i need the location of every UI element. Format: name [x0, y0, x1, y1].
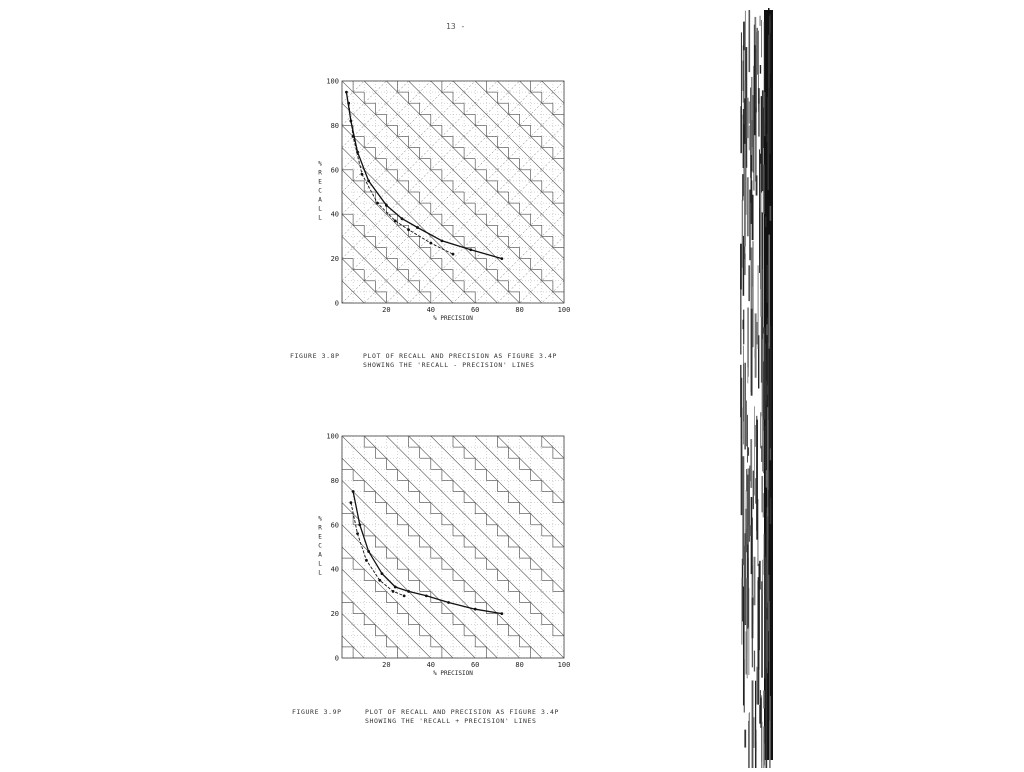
edge-streak	[748, 721, 749, 768]
plot-svg-1	[310, 75, 580, 325]
x-tick-label: 60	[470, 306, 480, 314]
edge-streak	[770, 326, 771, 448]
edge-streak	[766, 324, 768, 335]
edge-streak	[768, 575, 769, 631]
edge-streak	[747, 415, 748, 463]
edge-streak	[752, 680, 754, 768]
edge-streak	[744, 566, 745, 616]
data-point	[356, 532, 359, 535]
data-point	[361, 173, 364, 176]
diagonal-line	[342, 0, 564, 81]
edge-streak	[759, 149, 760, 273]
edge-streak	[758, 265, 759, 349]
caption-line: SHOWING THE 'RECALL - PRECISION' LINES	[363, 361, 535, 369]
edge-streak	[768, 254, 769, 346]
data-point	[381, 572, 384, 575]
y-axis-letter: L	[318, 560, 322, 568]
edge-streak	[763, 726, 764, 768]
figure-number-2: FIGURE 3.9P	[292, 708, 342, 716]
y-axis-letter: %	[318, 160, 322, 168]
y-axis-letter: L	[318, 214, 322, 222]
y-tick-label: 40	[330, 565, 339, 574]
y-axis-letter: R	[318, 524, 322, 532]
edge-streak	[764, 557, 766, 675]
caption-line: SHOWING THE 'RECALL + PRECISION' LINES	[365, 717, 537, 725]
edge-streak	[754, 557, 756, 606]
edge-streak	[742, 456, 744, 565]
edge-streak	[758, 564, 759, 651]
edge-streak	[752, 195, 754, 240]
x-tick-label: 100	[557, 661, 571, 669]
edge-streak	[742, 174, 743, 200]
y-tick-label: 20	[330, 610, 339, 619]
data-point	[385, 204, 388, 207]
edge-streak	[743, 586, 744, 705]
data-point	[358, 523, 361, 526]
edge-streak	[751, 309, 753, 396]
y-tick-label: 0	[334, 299, 339, 308]
y-tick-label: 60	[330, 521, 339, 530]
data-point	[474, 608, 477, 611]
y-axis-letter: E	[318, 178, 322, 186]
edge-streak	[759, 705, 760, 724]
edge-streak	[750, 525, 752, 536]
y-tick-label: 40	[330, 210, 339, 219]
diagonal-line	[342, 0, 564, 81]
edge-streak	[746, 490, 747, 529]
edge-streak	[743, 346, 744, 445]
edge-streak	[740, 244, 742, 290]
scanned-page-edge	[738, 0, 778, 768]
data-point	[452, 253, 455, 256]
edge-streak	[744, 730, 746, 748]
edge-streak	[765, 217, 766, 227]
edge-streak	[760, 212, 762, 317]
data-point	[347, 102, 350, 105]
x-tick-label: 40	[426, 306, 436, 314]
caption-line: PLOT OF RECALL AND PRECISION AS FIGURE 3.4P	[365, 708, 560, 716]
y-tick-label: 100	[326, 432, 339, 441]
x-tick-label: 40	[426, 661, 436, 669]
data-point	[378, 579, 381, 582]
edge-streak	[741, 577, 742, 644]
edge-streak	[766, 668, 768, 768]
edge-streak	[754, 406, 755, 495]
data-point	[376, 202, 379, 205]
edge-streak	[752, 241, 753, 347]
data-point	[429, 242, 432, 245]
data-point	[392, 590, 395, 593]
edge-streak	[749, 125, 750, 150]
data-point	[425, 594, 428, 597]
edge-streak	[763, 449, 764, 473]
edge-streak	[749, 190, 750, 261]
y-axis-letter: C	[318, 187, 322, 195]
x-tick-label: 20	[382, 306, 391, 314]
edge-streak	[744, 363, 745, 450]
edge-streak	[744, 144, 746, 247]
edge-streak	[756, 730, 757, 768]
y-tick-label: 20	[330, 255, 339, 264]
edge-streak	[753, 95, 754, 172]
edge-streak	[746, 400, 747, 446]
x-tick-label: 60	[470, 661, 480, 669]
edge-streak	[741, 32, 742, 152]
figure-number-1: FIGURE 3.8P	[290, 352, 340, 360]
edge-streak	[769, 88, 771, 154]
edge-streak	[766, 401, 767, 471]
caption-text-2	[365, 708, 559, 726]
edge-streak	[743, 320, 744, 329]
edge-streak	[753, 471, 754, 510]
edge-streak	[748, 308, 749, 377]
x-axis-label: % PRECISION	[433, 670, 473, 677]
y-tick-label: 100	[326, 77, 339, 86]
diagonal-line	[342, 680, 564, 772]
data-point	[500, 257, 503, 260]
y-axis-letter: L	[318, 205, 322, 213]
edge-streak	[760, 65, 761, 74]
data-point	[407, 228, 410, 231]
caption-line: PLOT OF RECALL AND PRECISION AS FIGURE 3.4P	[363, 352, 558, 360]
edge-streak	[756, 667, 757, 705]
edge-streak	[748, 468, 749, 493]
edge-streak	[761, 476, 763, 512]
data-point	[352, 135, 355, 138]
recall-precision-plot-1	[310, 75, 580, 329]
edge-streak	[749, 101, 750, 123]
data-point	[349, 501, 352, 504]
y-axis-letter: A	[318, 551, 322, 559]
edge-streak	[747, 98, 749, 138]
edge-streak	[751, 155, 752, 203]
edge-streak	[769, 471, 770, 509]
series-line	[351, 503, 404, 596]
edge-streak	[756, 420, 758, 540]
edge-streak	[752, 598, 754, 639]
data-point	[407, 590, 410, 593]
data-point	[403, 594, 406, 597]
edge-streak	[758, 88, 760, 104]
edge-streak	[747, 177, 749, 236]
edge-streak	[764, 327, 766, 419]
edge-streak	[761, 695, 762, 761]
edge-streak	[763, 361, 764, 430]
edge-streak	[742, 61, 743, 91]
data-point	[441, 239, 444, 242]
y-axis-letter: E	[318, 533, 322, 541]
y-axis-letter: L	[318, 569, 322, 577]
edge-streak	[761, 581, 763, 677]
y-tick-label: 60	[330, 166, 339, 175]
edge-streak	[748, 265, 750, 301]
y-tick-label: 0	[334, 654, 339, 663]
data-point	[365, 559, 368, 562]
data-point	[352, 490, 355, 493]
edge-streak	[747, 367, 748, 383]
data-point	[394, 219, 397, 222]
edge-streak	[756, 175, 758, 195]
edge-streak	[764, 554, 765, 566]
data-point	[367, 180, 370, 183]
edge-streak	[754, 17, 756, 45]
edge-streak	[762, 90, 764, 191]
data-point	[367, 550, 370, 553]
recall-precision-plot-2	[310, 430, 580, 689]
edge-streak	[749, 10, 751, 72]
y-axis-letter: %	[318, 515, 322, 523]
edge-mark	[768, 8, 770, 12]
edge-streak	[766, 619, 768, 673]
edge-streak	[746, 469, 747, 491]
diagonal-line	[342, 725, 564, 772]
edge-streak	[748, 447, 749, 455]
caption-text-1	[363, 352, 557, 370]
edge-streak	[750, 439, 752, 488]
data-point	[447, 601, 450, 604]
y-axis-letter: A	[318, 196, 322, 204]
y-axis-letter: C	[318, 542, 322, 550]
diagonal-line	[342, 747, 564, 772]
edge-streak	[742, 200, 743, 268]
edge-streak	[760, 16, 761, 26]
edge-streak	[754, 651, 755, 672]
edge-streak	[762, 560, 763, 594]
x-tick-label: 20	[382, 661, 391, 669]
data-point	[394, 586, 397, 589]
x-tick-label: 100	[557, 306, 571, 314]
edge-streak	[760, 412, 761, 448]
data-point	[401, 217, 404, 220]
edge-streak	[769, 16, 770, 74]
y-axis-letter: R	[318, 169, 322, 177]
edge-streak	[770, 206, 772, 221]
edge-streak	[761, 20, 762, 57]
edge-streak	[746, 578, 747, 666]
edge-streak	[753, 717, 754, 748]
x-tick-label: 80	[515, 306, 524, 314]
edge-streak	[767, 407, 768, 516]
edge-streak	[767, 265, 768, 303]
data-point	[416, 226, 419, 229]
data-point	[500, 612, 503, 615]
edge-streak	[761, 446, 762, 462]
data-point	[345, 91, 348, 94]
edge-streak	[740, 365, 741, 417]
page-edge-shading	[738, 0, 778, 768]
edge-streak	[755, 313, 757, 377]
y-tick-label: 80	[330, 121, 339, 130]
edge-streak	[764, 92, 765, 136]
edge-streak	[763, 690, 765, 708]
y-tick-label: 80	[330, 476, 339, 485]
plot-svg-2	[310, 430, 580, 685]
diagonal-line	[342, 0, 564, 37]
data-point	[469, 248, 472, 251]
edge-streak	[747, 491, 749, 526]
edge-streak	[743, 22, 745, 51]
x-tick-label: 80	[515, 661, 524, 669]
diagonal-line	[342, 0, 564, 14]
x-axis-label: % PRECISION	[433, 315, 473, 322]
page-number: 13 -	[446, 22, 466, 31]
